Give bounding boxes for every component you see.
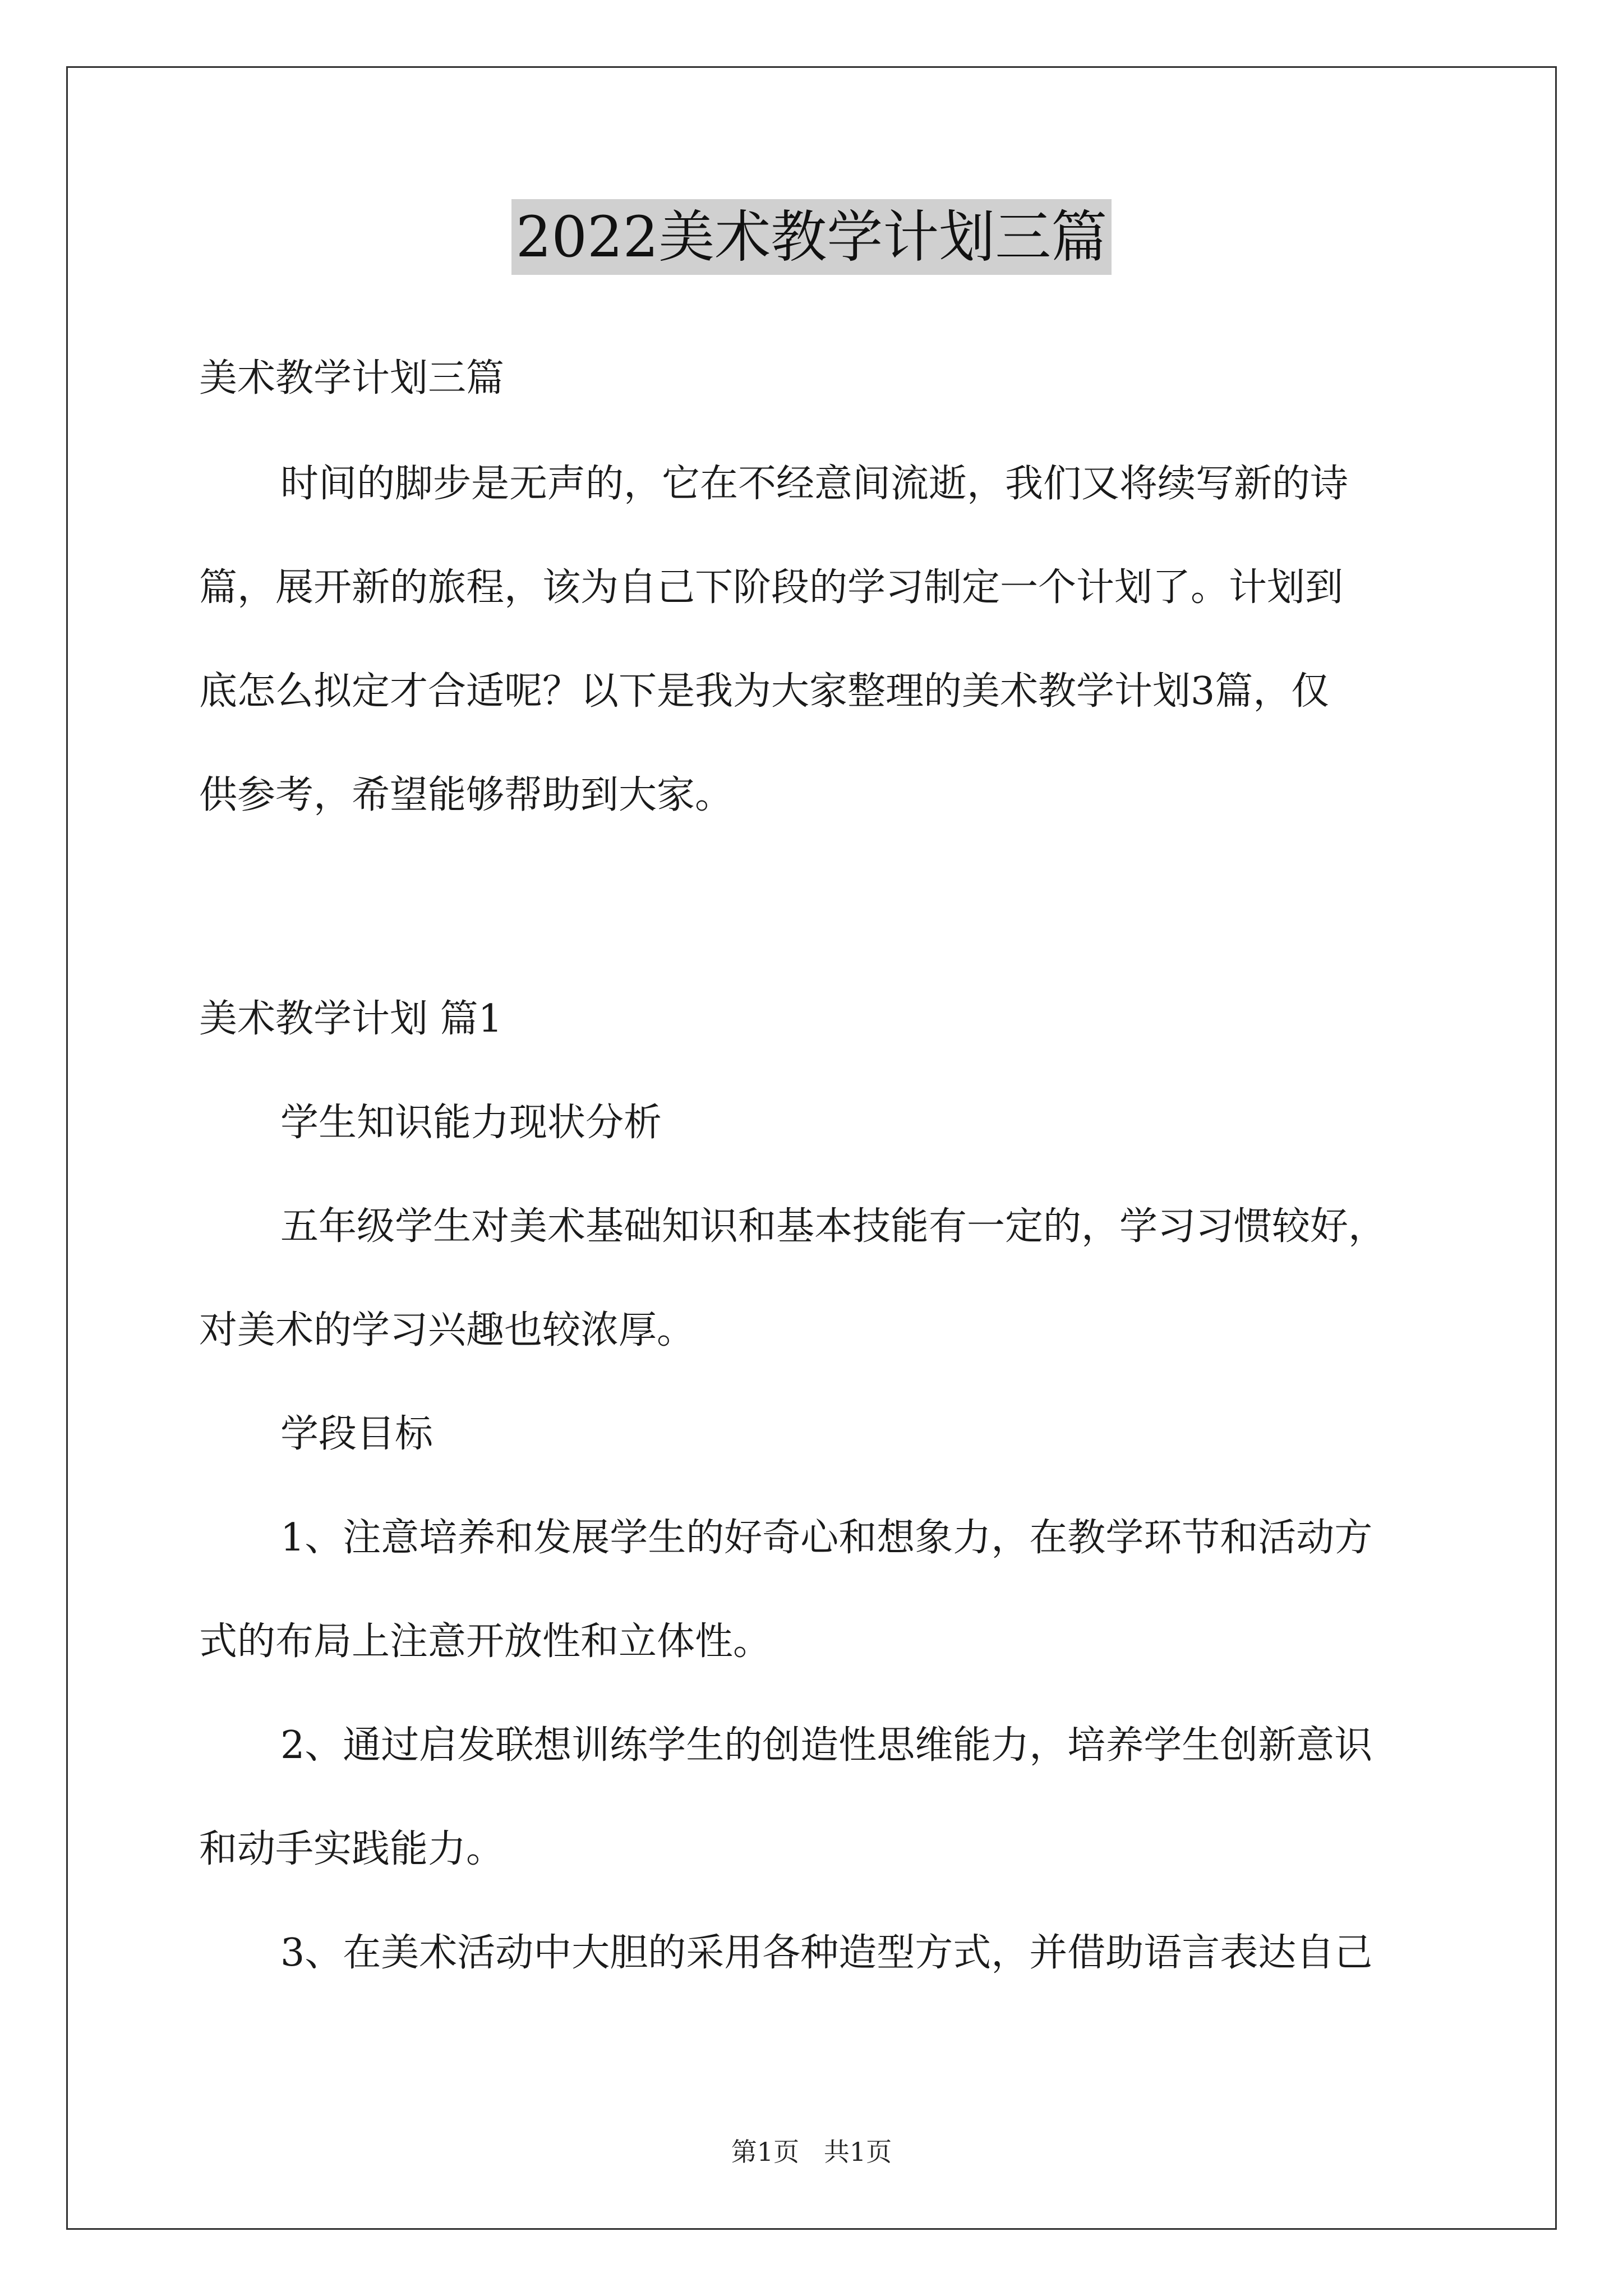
paragraph-line: 时间的脚步是无声的，它在不经意间流逝，我们又将续写新的诗	[280, 462, 1349, 506]
subtitle-line: 美术教学计划三篇	[199, 356, 505, 401]
paragraph-line: 供参考，希望能够帮助到大家。	[199, 773, 734, 817]
paragraph-line: 篇，展开新的旅程，该为自己下阶段的学习制定一个计划了。计划到	[199, 565, 1344, 610]
section-heading: 美术教学计划 篇1	[199, 997, 502, 1041]
paragraph-line: 学生知识能力现状分析	[280, 1101, 662, 1145]
paragraph-line: 学段目标	[280, 1412, 434, 1456]
paragraph-line: 对美术的学习兴趣也较浓厚。	[199, 1308, 695, 1352]
paragraph-line: 式的布局上注意开放性和立体性。	[199, 1619, 772, 1664]
document-title: 2022美术教学计划三篇	[511, 199, 1112, 275]
paragraph-line: 2、通过启发联想训练学生的创造性思维能力，培养学生创新意识	[280, 1723, 1373, 1768]
paragraph-line: 和动手实践能力。	[199, 1827, 505, 1871]
paragraph-line: 五年级学生对美术基础知识和基本技能有一定的，学习习惯较好，	[280, 1204, 1387, 1249]
paragraph-line: 底怎么拟定才合适呢？以下是我为大家整理的美术教学计划3篇，仅	[199, 669, 1330, 714]
page-footer: 第1页 共1页	[731, 2137, 892, 2167]
title-container	[0, 199, 1623, 275]
paragraph-line: 3、在美术活动中大胆的采用各种造型方式，并借助语言表达自己	[280, 1931, 1373, 1975]
paragraph-line: 1、注意培养和发展学生的好奇心和想象力，在教学环节和活动方	[280, 1516, 1373, 1560]
